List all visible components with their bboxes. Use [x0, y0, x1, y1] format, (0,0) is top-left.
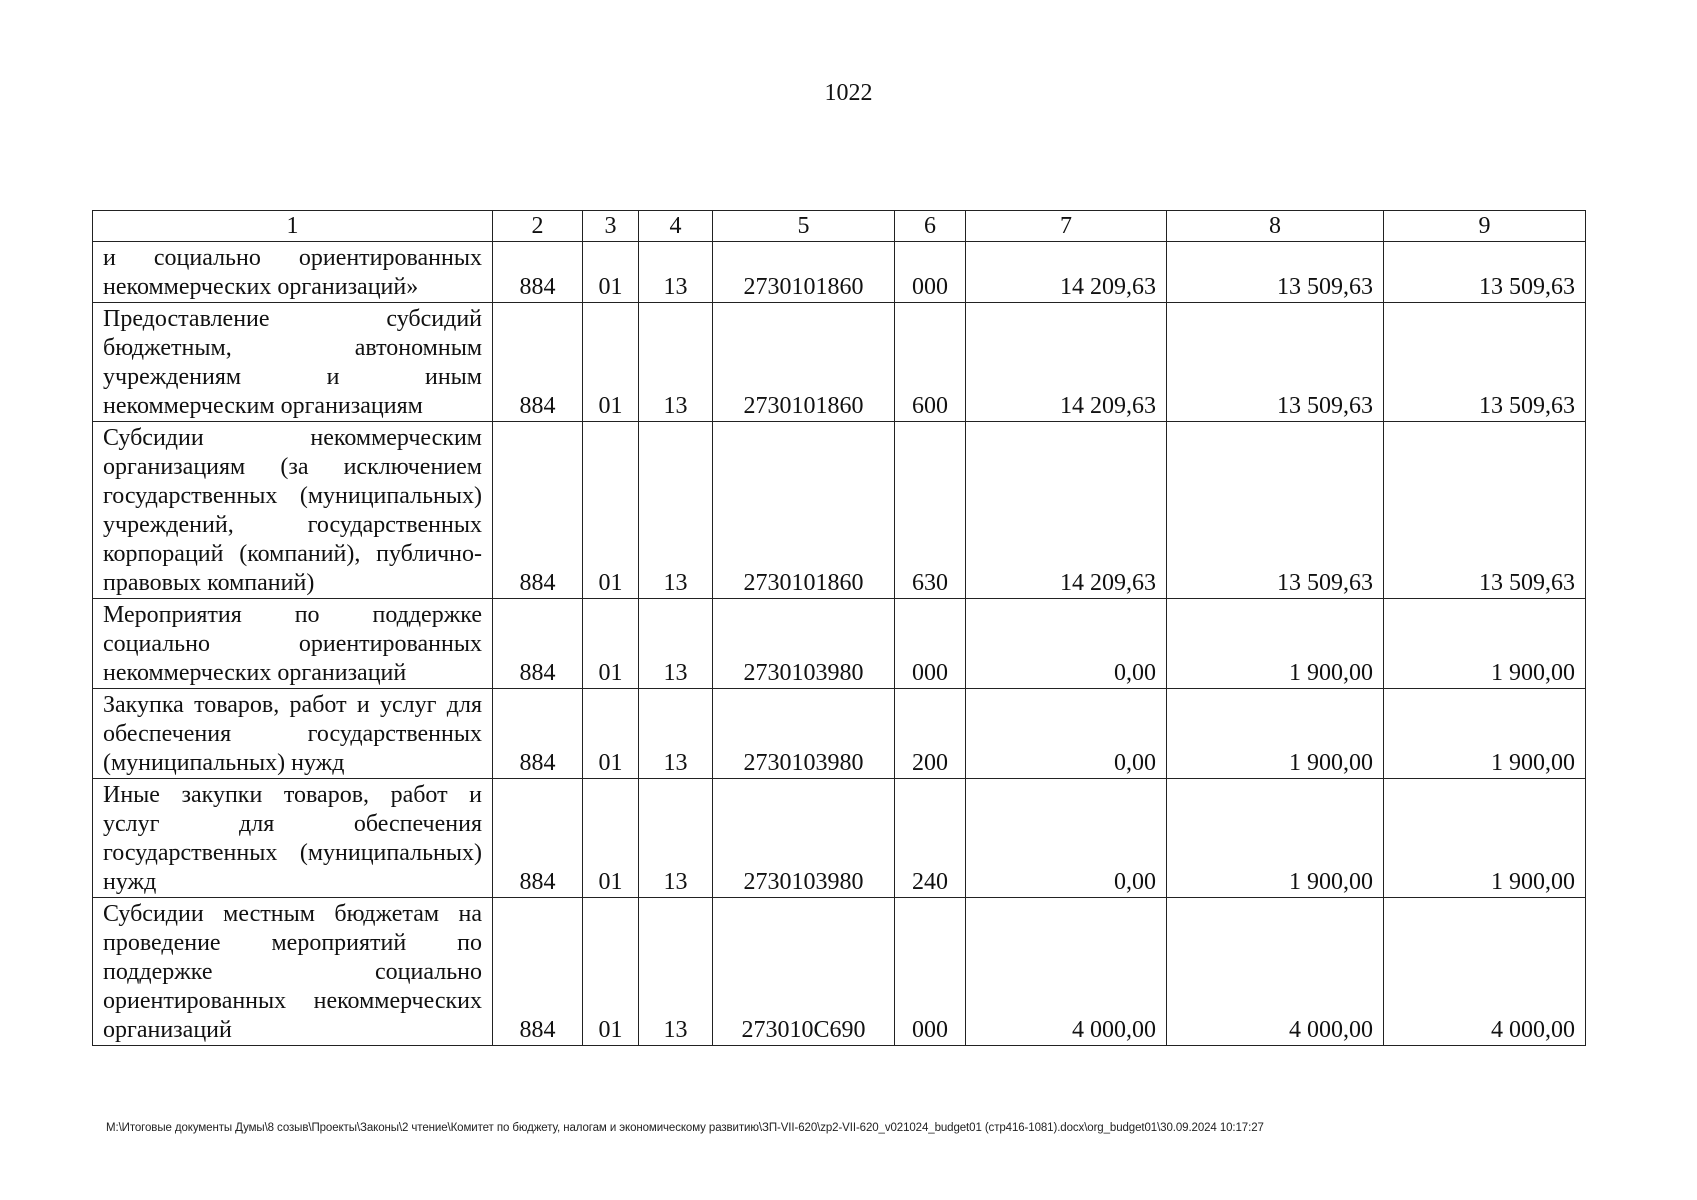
row-target-article: 2730101860	[713, 242, 895, 303]
row-subsection-code: 13	[639, 689, 713, 779]
row-expense-type: 000	[895, 599, 966, 689]
row-ministry-code: 884	[493, 898, 583, 1046]
row-expense-type: 000	[895, 898, 966, 1046]
row-section-code: 01	[583, 422, 639, 599]
page-number: 1022	[824, 80, 873, 106]
header-col-5: 5	[713, 211, 895, 242]
table-row	[93, 242, 1586, 303]
row-section-code: 01	[583, 898, 639, 1046]
header-col-9: 9	[1384, 211, 1586, 242]
row-ministry-code: 884	[493, 599, 583, 689]
row-target-article: 2730103980	[713, 599, 895, 689]
row-target-article: 2730103980	[713, 779, 895, 898]
row-section-code: 01	[583, 779, 639, 898]
row-expense-type: 200	[895, 689, 966, 779]
row-target-article: 2730101860	[713, 303, 895, 422]
row-subsection-code: 13	[639, 422, 713, 599]
row-ministry-code: 884	[493, 779, 583, 898]
row-amount-col-7: 0,00	[966, 599, 1167, 689]
row-section-code: 01	[583, 689, 639, 779]
row-target-article: 2730101860	[713, 422, 895, 599]
table-row	[93, 599, 1586, 689]
row-subsection-code: 13	[639, 779, 713, 898]
row-section-code: 01	[583, 303, 639, 422]
row-amount-col-9: 13 509,63	[1384, 303, 1586, 422]
row-expense-type: 600	[895, 303, 966, 422]
row-description: и социально ориентированных некоммерческих организаций»	[93, 242, 493, 303]
row-amount-col-8: 13 509,63	[1167, 303, 1384, 422]
row-amount-col-8: 1 900,00	[1167, 689, 1384, 779]
row-amount-col-9: 1 900,00	[1384, 599, 1586, 689]
row-expense-type: 240	[895, 779, 966, 898]
row-amount-col-7: 14 209,63	[966, 242, 1167, 303]
row-amount-col-9: 4 000,00	[1384, 898, 1586, 1046]
row-target-article: 273010С690	[713, 898, 895, 1046]
table-header-row	[93, 211, 1586, 242]
row-description: Мероприятия по поддержке социально ориентированных некоммерческих организаций	[93, 599, 493, 689]
row-amount-col-9: 1 900,00	[1384, 689, 1586, 779]
row-amount-col-7: 14 209,63	[966, 422, 1167, 599]
row-description: Субсидии некоммерческим организациям (за исключением государственных (муниципальных) учреждений, государственных корпораций (компаний), публично-правовых компаний)	[93, 422, 493, 599]
row-amount-col-9: 13 509,63	[1384, 242, 1586, 303]
row-amount-col-8: 13 509,63	[1167, 422, 1384, 599]
row-subsection-code: 13	[639, 242, 713, 303]
row-ministry-code: 884	[493, 303, 583, 422]
document-path-footer: M:\Итоговые документы Думы\8 созыв\Проекты\Законы\2 чтение\Комитет по бюджету, налогам и экономическому развитию\ЗП-VII-620\zp2-VII-620_v021024_budget01 (стр416-1081).docx\org_budget01\30.09.2024 10:17:27	[106, 1122, 1264, 1134]
row-expense-type: 000	[895, 242, 966, 303]
table-row	[93, 689, 1586, 779]
row-section-code: 01	[583, 599, 639, 689]
row-description: Субсидии местным бюджетам на проведение мероприятий по поддержке социально ориентированных некоммерческих организаций	[93, 898, 493, 1046]
row-amount-col-7: 0,00	[966, 779, 1167, 898]
row-amount-col-9: 13 509,63	[1384, 422, 1586, 599]
row-target-article: 2730103980	[713, 689, 895, 779]
row-amount-col-7: 0,00	[966, 689, 1167, 779]
table-row	[93, 422, 1586, 599]
row-amount-col-9: 1 900,00	[1384, 779, 1586, 898]
budget-table	[92, 210, 1586, 1046]
row-subsection-code: 13	[639, 303, 713, 422]
row-amount-col-8: 13 509,63	[1167, 242, 1384, 303]
row-ministry-code: 884	[493, 422, 583, 599]
row-amount-col-8: 4 000,00	[1167, 898, 1384, 1046]
row-section-code: 01	[583, 242, 639, 303]
row-description: Иные закупки товаров, работ и услуг для обеспечения государственных (муниципальных) нужд	[93, 779, 493, 898]
row-subsection-code: 13	[639, 898, 713, 1046]
row-subsection-code: 13	[639, 599, 713, 689]
header-col-2: 2	[493, 211, 583, 242]
row-ministry-code: 884	[493, 689, 583, 779]
row-description: Предоставление субсидий бюджетным, автономным учреждениям и иным некоммерческим организациям	[93, 303, 493, 422]
row-amount-col-7: 4 000,00	[966, 898, 1167, 1046]
header-col-6: 6	[895, 211, 966, 242]
table-row	[93, 779, 1586, 898]
row-ministry-code: 884	[493, 242, 583, 303]
row-amount-col-8: 1 900,00	[1167, 779, 1384, 898]
header-col-8: 8	[1167, 211, 1384, 242]
row-amount-col-7: 14 209,63	[966, 303, 1167, 422]
row-amount-col-8: 1 900,00	[1167, 599, 1384, 689]
table-row	[93, 303, 1586, 422]
header-col-4: 4	[639, 211, 713, 242]
row-expense-type: 630	[895, 422, 966, 599]
header-col-3: 3	[583, 211, 639, 242]
table-row	[93, 898, 1586, 1046]
header-col-7: 7	[966, 211, 1167, 242]
row-description: Закупка товаров, работ и услуг для обеспечения государственных (муниципальных) нужд	[93, 689, 493, 779]
header-col-1: 1	[93, 211, 493, 242]
